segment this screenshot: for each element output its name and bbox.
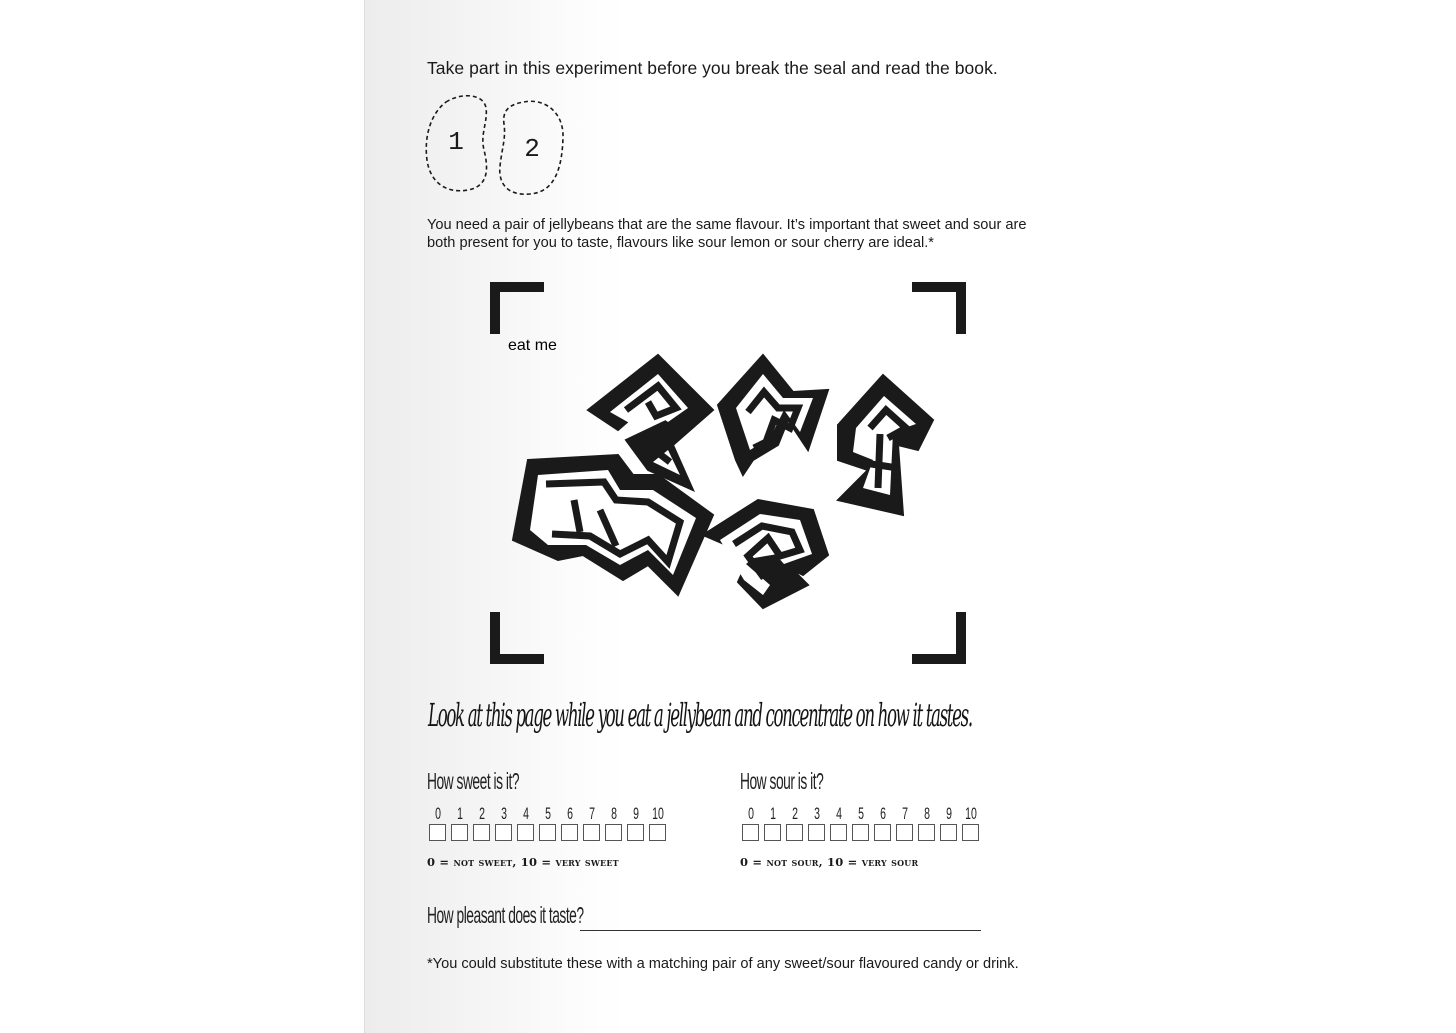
sour-checkbox-1[interactable] xyxy=(764,824,781,841)
sweet-scale-label: 9 xyxy=(633,804,639,823)
pleasant-answer-line[interactable] xyxy=(580,930,981,931)
sour-checkbox-6[interactable] xyxy=(874,824,891,841)
sweet-scale-label: 2 xyxy=(479,804,485,823)
crop-corner-bottom-right xyxy=(912,612,966,664)
sweet-scale-legend: 0 = not sweet, 10 = very sweet xyxy=(427,855,619,869)
jellybean-2-label: 2 xyxy=(524,134,540,164)
sour-scale xyxy=(740,804,980,844)
page-edge-divider xyxy=(364,0,365,1033)
instruction-heading: Look at this page while you eat a jellybean and concentrate on how it tastes. xyxy=(428,696,972,734)
sour-checkbox-10[interactable] xyxy=(962,824,979,841)
sour-scale-label: 3 xyxy=(814,804,820,823)
jellybean-1-label: 1 xyxy=(448,127,464,157)
sweet-scale-label: 1 xyxy=(457,804,463,823)
sour-checkbox-4[interactable] xyxy=(830,824,847,841)
sweet-scale xyxy=(427,804,667,844)
sweet-checkbox-4[interactable] xyxy=(517,824,534,841)
sweet-scale-label: 7 xyxy=(589,804,595,823)
sweet-checkbox-5[interactable] xyxy=(539,824,556,841)
sweet-scale-label: 0 xyxy=(435,804,441,823)
sweet-scale-label: 4 xyxy=(523,804,529,823)
sweet-checkbox-6[interactable] xyxy=(561,824,578,841)
sour-checkbox-7[interactable] xyxy=(896,824,913,841)
sweet-question: How sweet is it? xyxy=(427,768,520,794)
sour-scale-label: 8 xyxy=(924,804,930,823)
sweet-checkbox-9[interactable] xyxy=(627,824,644,841)
sweet-scale-label: 10 xyxy=(652,804,664,823)
sour-scale-label: 9 xyxy=(946,804,952,823)
sweet-scale-label: 3 xyxy=(501,804,507,823)
crop-corner-bottom-left xyxy=(490,612,544,664)
crop-corner-top-left xyxy=(490,282,544,334)
sour-checkbox-2[interactable] xyxy=(786,824,803,841)
sour-scale-label: 6 xyxy=(880,804,886,823)
footnote: *You could substitute these with a matching pair of any sweet/sour flavoured candy or drink. xyxy=(427,956,1019,972)
pleasant-question: How pleasant does it taste? xyxy=(427,902,584,928)
sweet-scale-label: 5 xyxy=(545,804,551,823)
sour-checkbox-5[interactable] xyxy=(852,824,869,841)
eat-me-lettering xyxy=(508,337,938,615)
requirements-text: You need a pair of jellybeans that are the same flavour. It’s important that sweet and sour are both present for you to taste, flavours like sour lemon or sour cherry are ideal.* xyxy=(427,217,1027,251)
sour-scale-label: 7 xyxy=(902,804,908,823)
sweet-scale-label: 6 xyxy=(567,804,573,823)
sour-scale-label: 1 xyxy=(770,804,776,823)
sour-scale-legend: 0 = not sour, 10 = very sour xyxy=(740,855,919,869)
crop-corner-top-right xyxy=(912,282,966,334)
jellybean-outlines xyxy=(424,94,569,198)
sweet-checkbox-10[interactable] xyxy=(649,824,666,841)
sour-checkbox-0[interactable] xyxy=(742,824,759,841)
sour-checkbox-8[interactable] xyxy=(918,824,935,841)
sweet-checkbox-7[interactable] xyxy=(583,824,600,841)
sweet-checkbox-0[interactable] xyxy=(429,824,446,841)
sweet-checkbox-1[interactable] xyxy=(451,824,468,841)
sweet-checkbox-3[interactable] xyxy=(495,824,512,841)
sour-scale-label: 4 xyxy=(836,804,842,823)
artwork-caption: eat me xyxy=(508,337,557,354)
sour-scale-label: 5 xyxy=(858,804,864,823)
sour-scale-label: 10 xyxy=(965,804,977,823)
sour-scale-label: 2 xyxy=(792,804,798,823)
sour-checkbox-9[interactable] xyxy=(940,824,957,841)
sour-scale-label: 0 xyxy=(748,804,754,823)
sour-question: How sour is it? xyxy=(740,768,824,794)
sour-checkbox-3[interactable] xyxy=(808,824,825,841)
intro-text: Take part in this experiment before you break the seal and read the book. xyxy=(427,58,998,78)
sweet-scale-label: 8 xyxy=(611,804,617,823)
sweet-checkbox-2[interactable] xyxy=(473,824,490,841)
sweet-checkbox-8[interactable] xyxy=(605,824,622,841)
